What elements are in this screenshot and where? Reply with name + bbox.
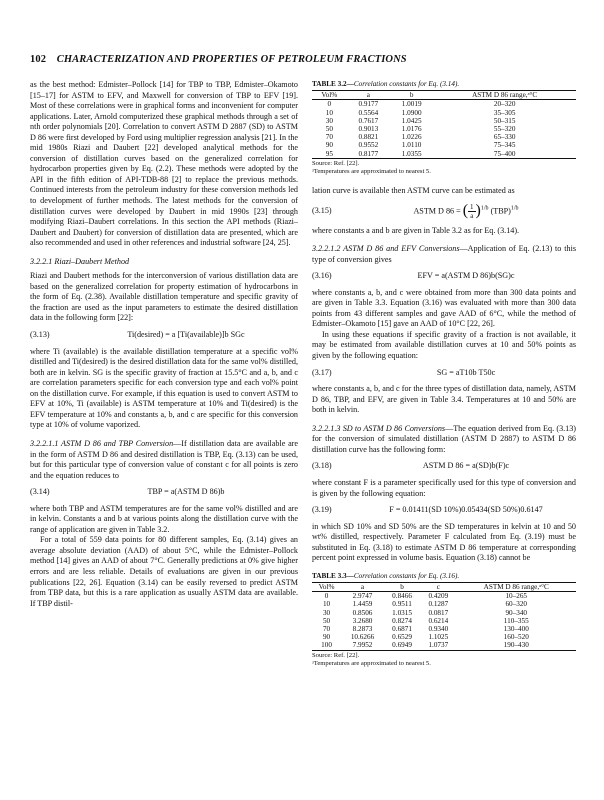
table-source: Source: Ref. [22]. <box>312 651 360 659</box>
table-caption-text: Correlation constants for Eq. (3.16). <box>353 571 460 580</box>
table-header-cell: ASTM D 86 range,ᵃ°C <box>433 91 576 100</box>
table-cell: 95 <box>325 149 333 158</box>
equation-body: ASTM D 86 = a(SD)b(F)c <box>422 461 510 471</box>
table-cell: 0.6871 <box>392 625 412 633</box>
left-paragraph-1: as the best method: Edmister–Pollock [14] for TBP to TBP, Edmister–Okamoto [15–17] for ASTM to EFV, and Maxwell for conversion of TBP to EFV [19]. Most of these correlations were in graphical forms and inconvenient for computer applications. Later, Arnold computerized these graphical methods through a set of nth order polynomials [20]. Correlation to convert ASTM D 2887 (SD) to ASTM D 86 were first developed by Ford using multiplier regression analysis [21]. In the mid 1980s Riazi and Daubert [22] developed analytical methods for the conversion of distillation curves based on the generalized correlation for hydrocarbon properties given by Eq. (2.2). These methods were adopted by the API in the fifth edition of API-TDB-88 [2] to replace the previous methods. Continued interests from the petroleum industry for these conversion methods led to development of further methods. The latest methods for the conversion of distillation curves were developed by Daubert in mid 1990s [23] through modifying Riazi–Daubert correlations. In this section the API methods (Riazi–Daubert and Daubert) for conversion of distillation data are presented, which are also recommended and used in other references and industrial software [24, 25]. <box>30 80 298 248</box>
table-header-cell: ASTM D 86 range,ᵃ°C <box>456 582 576 591</box>
table-label: TABLE 3.3— <box>312 571 354 580</box>
right-column <box>312 80 576 668</box>
table-3-3 <box>312 572 576 668</box>
equation-3-15 <box>312 203 576 220</box>
table-cell: 0.5564 <box>358 108 379 117</box>
table-cell: 110–355 <box>503 616 529 625</box>
equation-rhs: (TBP) <box>490 205 511 215</box>
table-cell: 30 <box>322 608 331 617</box>
left-paragraph-6: For a total of 559 data points for 80 different samples, Eq. (3.14) gives an average absolute deviation (AAD) of about 5°C, while the Edmister–Pollock method [14] gives an AAD of about 7°C. Generally predictions at 0% give higher errors and are less reliable. Details of evaluations are given in our previous publications [22, 26]. Equation (3.14) can be easily reversed to predict ASTM from TBP data, but this is a rare application as usually ASTM data are available. If TBP distil- <box>30 535 298 608</box>
right-paragraph-5: In using these equations if specific gravity of a fraction is not available, it may be estimated from available distillation curves at 10 and 50% points as given by the following equation: <box>312 329 576 361</box>
running-title: CHARACTERIZATION AND PROPERTIES OF PETROLEUM FRACTIONS <box>56 54 407 65</box>
subsection-heading-astm-tbp: 3.2.2.1.1 ASTM D 86 and TBP Conversion <box>30 438 174 448</box>
equation-3-18 <box>312 461 576 472</box>
table-cell: 65–330 <box>493 133 516 142</box>
equation-number: (3.14) <box>30 487 50 497</box>
table-header-cell: Vol% <box>312 582 341 591</box>
table-cell: 8.2873 <box>352 625 373 633</box>
left-paragraph-3: where Ti (available) is the available distillation temperature at a specific vol% distilled and Ti(desired) is the desired distillation data for the same vol% distilled, both are in kelvin. SG is the specific gravity of fraction at 15.5°C and a, b, and c are correlation parameters specific for each conversion type and each vol% point on the distillation curve. For example, if this equation is used to convert ASTM to EFV at 10%, Ti (available) is ASTM temperature at 10% and Ti(desired) is the EFV temperature at 10% and constants a, b, and c are specific for this conversion type at 10% of volume vaporized. <box>30 346 298 430</box>
table-note: ᵃTemperatures are approximated to nearest 5. <box>312 168 431 176</box>
left-column <box>30 80 298 609</box>
table-cell: 60–320 <box>505 600 527 609</box>
left-paragraph-2: Riazi and Daubert methods for the interconversion of various distillation data are based on the generalized correlation for property estimation of hydrocarbons in the form of Eq. (2.38). Available distillation temperature and specific gravity of the fraction are used as the input parameters to estimate the desired distillation data in the following form [22]: <box>30 271 298 323</box>
table-row <box>312 600 576 608</box>
table-cell: 75–400 <box>493 149 516 158</box>
table-caption <box>312 572 576 580</box>
table-cell: 1.0900 <box>401 108 422 117</box>
table-cell: 50–315 <box>493 116 516 125</box>
equation-number: (3.15) <box>312 205 332 215</box>
fraction-numerator: 1 <box>470 202 474 211</box>
section-heading-riazi-daubert: 3.2.2.1 Riazi–Daubert Method <box>30 256 130 266</box>
table-row <box>312 133 576 141</box>
right-paragraph-1: lation curve is available then ASTM curve can be estimated as <box>312 186 515 196</box>
table-cell: 1.1025 <box>428 633 449 642</box>
table-row <box>312 592 576 601</box>
subsection-text: —The equation derived from Eq. (3.13) for the conversion of simulated distillation (ASTM D 2887) to ASTM D 86 distillation curve has the following form: <box>312 423 576 454</box>
table-cell: 0.6529 <box>392 633 412 642</box>
page-number: 102 <box>30 54 47 65</box>
table-cell: 1.4459 <box>352 600 373 609</box>
table-row <box>312 150 576 159</box>
table-cell: 7.9952 <box>352 641 373 650</box>
table-cell: 70 <box>325 133 333 142</box>
equation-body: F = 0.01411(SD 10%)0.05434(SD 50%)0.6147 <box>389 505 543 515</box>
table-cell: 30 <box>325 116 333 125</box>
table-cell: 55–320 <box>493 125 516 134</box>
equation-number: (3.19) <box>312 505 332 515</box>
table-3-2 <box>312 80 576 176</box>
table-cell: 70 <box>322 625 331 633</box>
table-row <box>312 109 576 117</box>
equation-body <box>356 203 576 220</box>
fraction <box>468 203 476 220</box>
right-paragraph-9: in which SD 10% and SD 50% are the SD temperatures in kelvin at 10 and 50 wt% distilled, respectively. Parameter F calculated from Eq. (3.19) must be substituted in Eq. (3.18) to estimate ASTM D 86 temperature at corresponding percent point expressed in volume basis. Equation (3.18) cannot be <box>312 521 576 563</box>
right-paragraph-2: where constants a and b are given in Table 3.2 as for Eq. (3.14). <box>312 225 520 235</box>
table-cell: 1.0176 <box>401 125 422 134</box>
equation-3-19 <box>312 505 576 516</box>
table-cell: 0.6214 <box>428 616 449 625</box>
equation-3-16 <box>312 271 576 282</box>
table-cell: 1.0019 <box>401 100 422 109</box>
table-caption <box>312 80 576 88</box>
equation-3-13 <box>30 330 298 341</box>
table-row <box>312 609 576 617</box>
right-paragraph-7 <box>312 424 576 456</box>
right-paragraph-8: where constant F is a parameter specifically used for this type of conversion and is given by the following equation: <box>312 477 576 498</box>
table-cell: 0 <box>324 592 329 601</box>
right-paragraph-4: where constants a, b, and c were obtained from more than 300 data points and are given in Table 3.3. Equation (3.16) was evaluated with more than 300 data points from 43 different samples and gave AAD of 6°C, while the method of Edmister–Okamoto [15] gave an AAD of 10°C [22, 26]. <box>312 287 576 329</box>
equation-body: SG = aT10b T50c <box>436 367 496 377</box>
equation-number: (3.18) <box>312 461 332 471</box>
table-cell: 1.0315 <box>392 608 412 617</box>
table-cell: 0.8274 <box>392 616 412 625</box>
table-row <box>312 625 576 633</box>
equation-3-14 <box>30 487 298 498</box>
table-cell: 0.9013 <box>358 125 379 134</box>
table-cell: 0.6949 <box>392 641 412 650</box>
table-row <box>312 641 576 650</box>
table-row <box>312 125 576 133</box>
table-cell: 10.6266 <box>350 633 375 642</box>
exponent: 1/b <box>510 205 519 212</box>
table-cell: 1.0110 <box>401 141 422 150</box>
table-row <box>312 633 576 641</box>
table-row <box>312 617 576 625</box>
table-cell: 190–430 <box>503 641 529 650</box>
table-row <box>312 141 576 149</box>
table-row <box>312 117 576 125</box>
table-cell: 0.8466 <box>392 592 412 601</box>
left-paren: ( <box>462 201 469 219</box>
equation-body: Ti(desired) = a [Ti(available)]b SGc <box>127 330 245 340</box>
equation-number: (3.13) <box>30 330 50 340</box>
table-cell: 0.0817 <box>428 608 449 617</box>
table-cell: 0.7617 <box>358 116 379 125</box>
table-row <box>312 100 576 109</box>
table-cell: 0.9511 <box>392 600 412 609</box>
equation-body: EFV = a(ASTM D 86)b(SG)c <box>417 271 515 281</box>
table-header-cell: b <box>384 582 420 591</box>
table-header-cell: b <box>390 91 433 100</box>
equation-number: (3.16) <box>312 271 332 281</box>
table-header-cell: a <box>341 582 384 591</box>
exponent: 1/b <box>480 205 489 212</box>
table-cell: 0.8821 <box>358 133 379 142</box>
table-cell: 1.0425 <box>401 116 422 125</box>
table-cell: 1.0226 <box>401 133 422 142</box>
table-cell: 0.1287 <box>428 600 449 609</box>
equation-3-17 <box>312 368 576 379</box>
right-paren: ) <box>475 201 481 219</box>
left-paragraph-5: where both TBP and ASTM temperatures are for the same vol% distilled and are in kelvin. Constants a and b at various points along the distillation curve with the range of application are given in Table 3.2. <box>30 503 298 534</box>
equation-lhs: ASTM D 86 = <box>413 205 461 215</box>
table-cell: 130–400 <box>503 625 529 633</box>
table-cell: 50 <box>322 616 331 625</box>
table-header-cell: Vol% <box>312 91 347 100</box>
subsection-text: —Application of Eq. (2.13) to this type of conversion gives <box>312 244 577 264</box>
left-paragraph-4 <box>30 439 298 481</box>
table-cell: 10 <box>322 600 331 609</box>
table-cell: 3.2680 <box>352 616 373 625</box>
subsection-heading-astm-efv: 3.2.2.1.2 ASTM D 86 and EFV Conversions <box>312 244 460 254</box>
table-cell: 0.9177 <box>358 100 379 109</box>
table-header-cell: a <box>347 91 390 100</box>
table-cell: 10–265 <box>505 592 527 601</box>
table-cell: 0.8177 <box>358 149 379 158</box>
table-cell: 90–340 <box>505 608 527 617</box>
table-cell: 0.9340 <box>428 625 449 633</box>
right-paragraph-6: where constants a, b, and c for the three types of distillation data, namely, ASTM D 86, TBP, and EFV, are given in Table 3.4. Temperatures at 10 and 50% are both in kelvin. <box>312 384 576 415</box>
table-cell: 75–345 <box>493 141 516 150</box>
table-cell: 0 <box>327 100 332 109</box>
table-cell: 20–320 <box>493 100 516 109</box>
table-caption-text: Correlation constants for Eq. (3.14). <box>353 80 460 88</box>
table-cell: 1.0737 <box>428 641 449 650</box>
table-cell: 10 <box>325 108 333 117</box>
table-cell: 0.8506 <box>352 608 373 617</box>
fraction-denominator: a <box>470 211 474 220</box>
table-label: TABLE 3.2— <box>312 80 354 88</box>
table-cell: 90 <box>325 141 333 150</box>
right-paragraph-3 <box>312 244 576 265</box>
subsection-heading-sd-astm: 3.2.2.1.3 SD to ASTM D 86 Conversions <box>312 423 446 433</box>
table-source: Source: Ref. [22]. <box>312 159 360 167</box>
table-cell: 0.9552 <box>358 141 379 150</box>
table-cell: 50 <box>325 125 333 134</box>
table-cell: 0.4209 <box>428 592 449 601</box>
equation-body: TBP = a(ASTM D 86)b <box>147 487 225 497</box>
table-cell: 2.9747 <box>352 592 373 601</box>
table-cell: 100 <box>321 641 332 650</box>
subsection-text: —If distillation data are available are in the form of ASTM D 86 and desired distillation is TBP, Eq. (3.13) can be used, but for this particular type of conversion value of constant c for all points is zero and the equation reduces to <box>30 438 298 480</box>
equation-number: (3.17) <box>312 367 332 377</box>
running-header <box>30 54 576 65</box>
table-cell: 35–305 <box>493 108 516 117</box>
table-cell: 90 <box>322 633 331 642</box>
table-header-cell: c <box>420 582 456 591</box>
table-note: ᵃTemperatures are approximated to nearest 5. <box>312 660 431 668</box>
table-cell: 1.0355 <box>401 149 422 158</box>
table-cell: 160–520 <box>503 633 529 642</box>
